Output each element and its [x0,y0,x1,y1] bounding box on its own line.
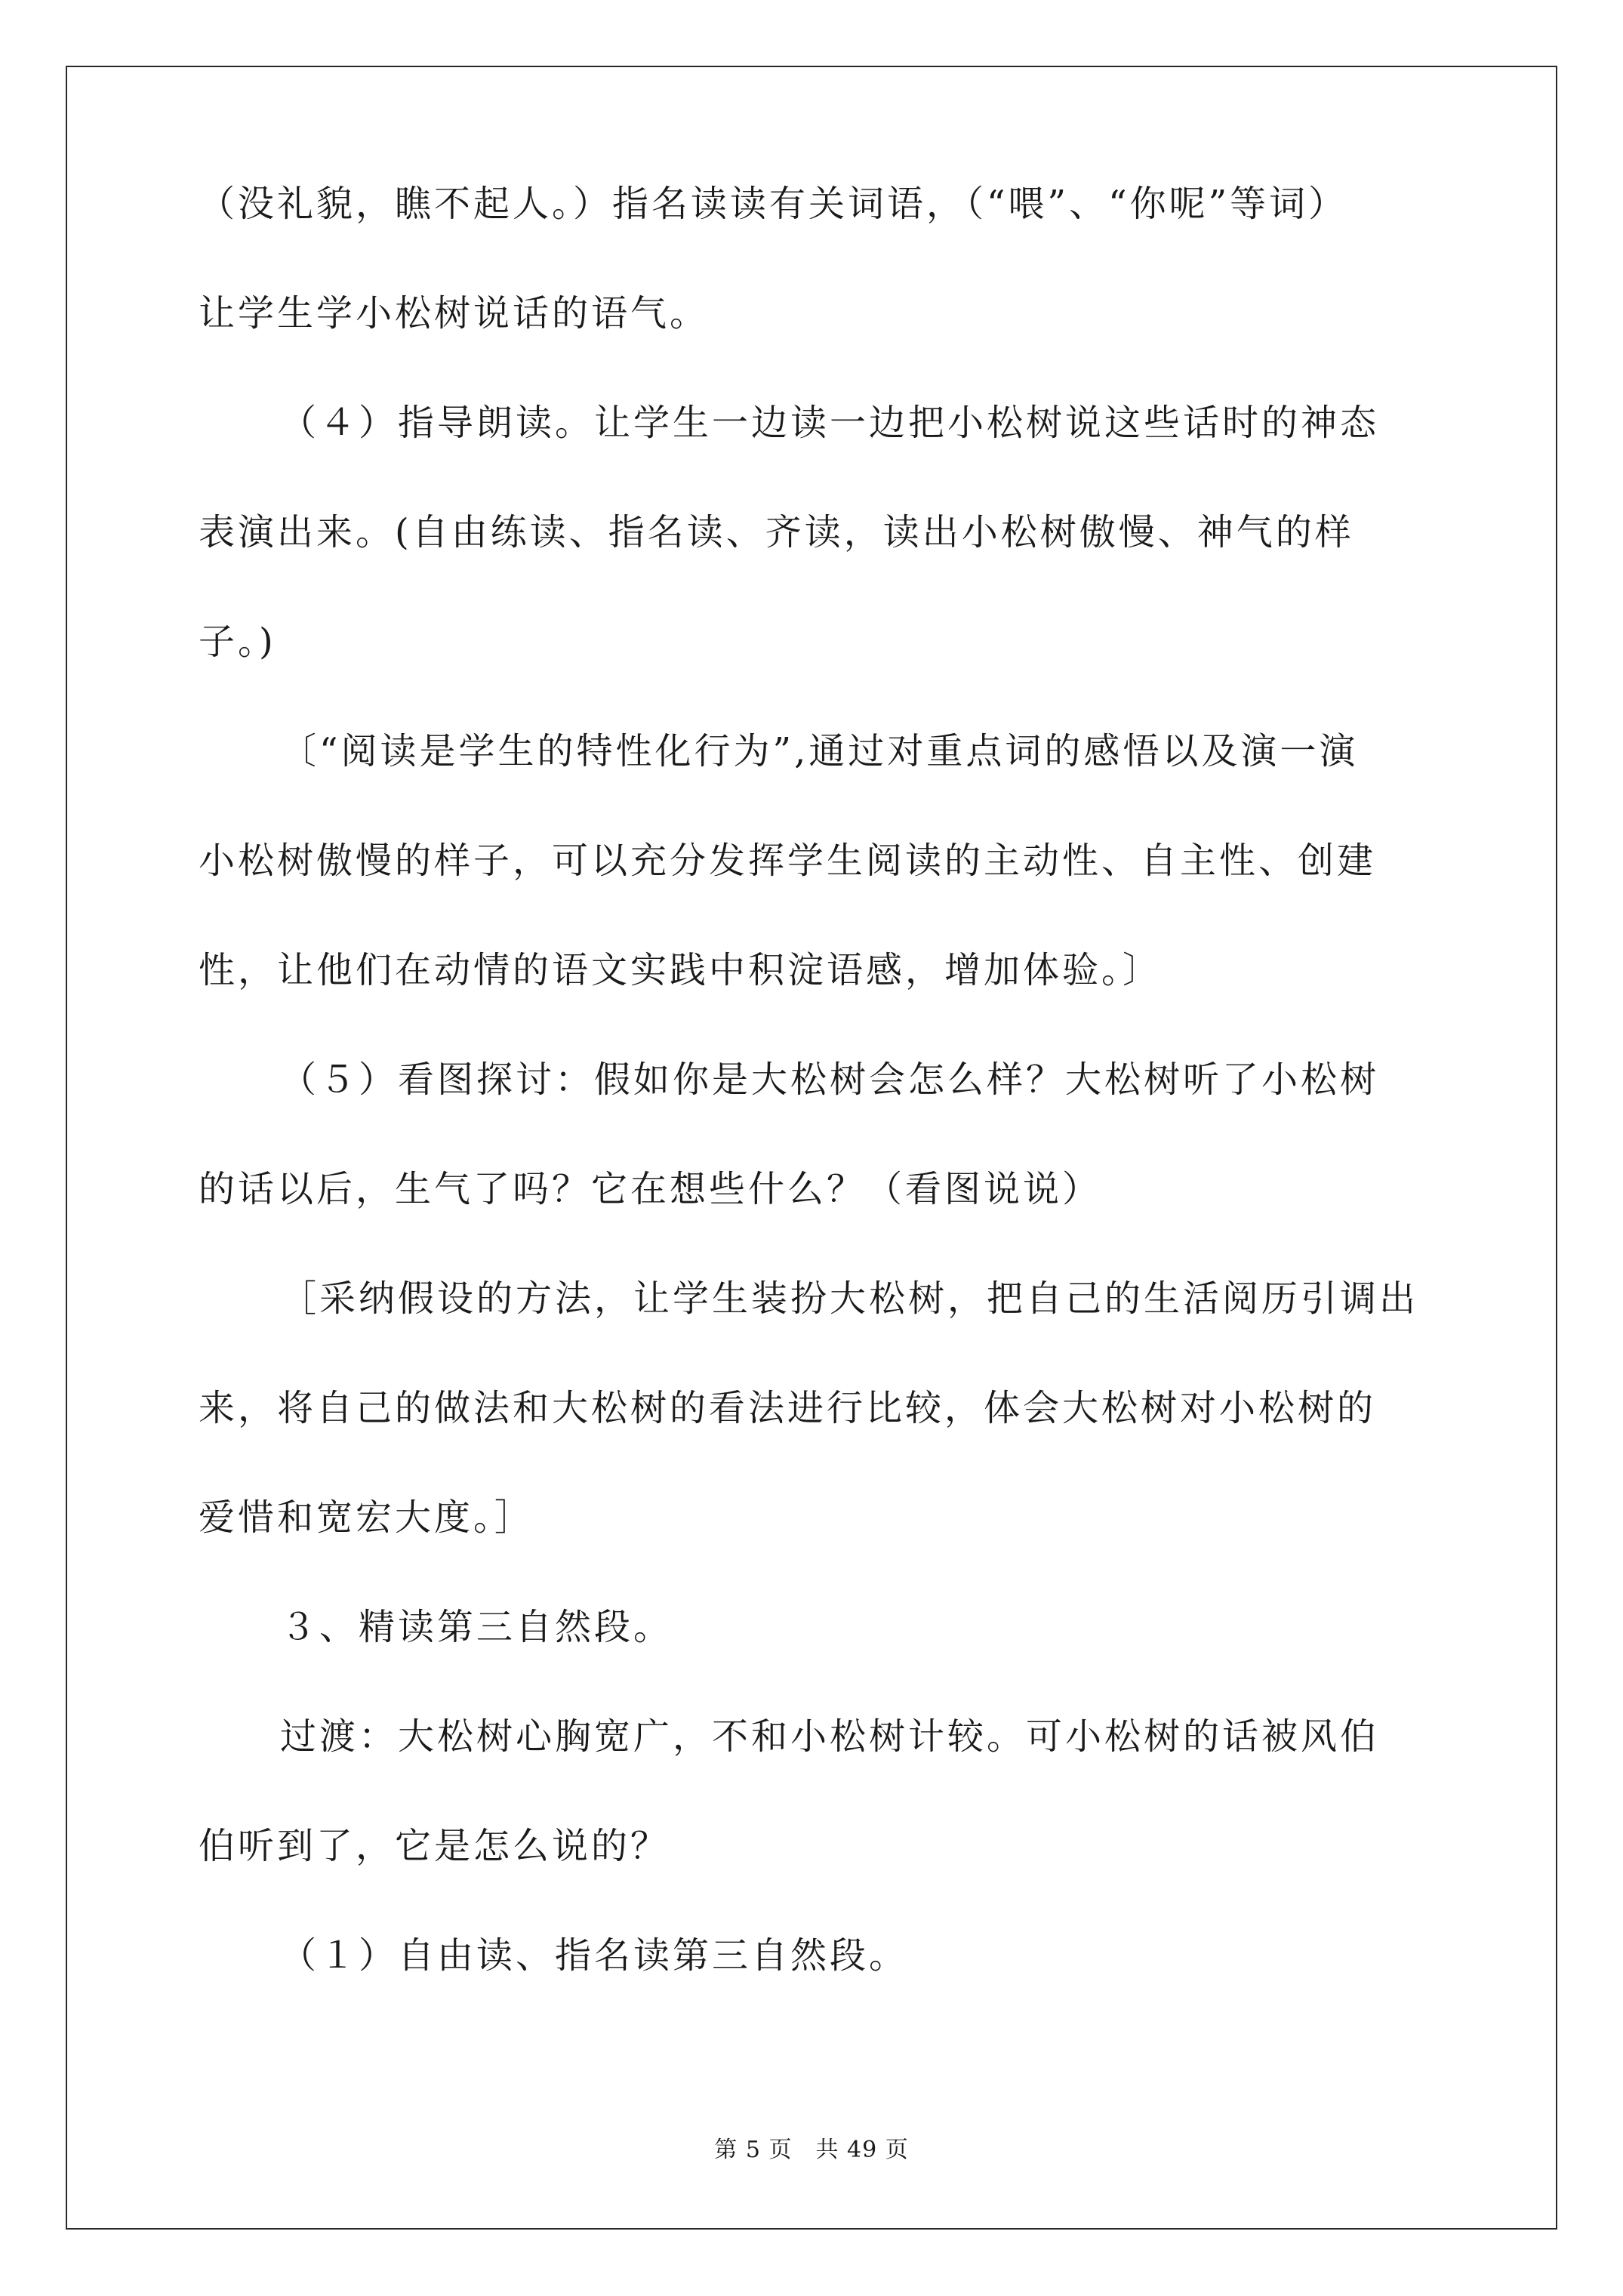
text-line: 来，将自己的做法和大松树的看法进行比较，体会大松树对小松树的 [199,1387,1377,1429]
text-line: 的话以后，生气了吗？它在想些什么？（看图说说） [199,1168,1102,1210]
text-line: ３、精读第三自然段。 [280,1606,673,1648]
text-line: 〔“阅读是学生的特性化行为”,通过对重点词的感悟以及演一演 [280,730,1359,772]
page-number-footer: 第 5 页 共 49 页 [714,2137,909,2163]
text-line: 子。) [199,621,276,663]
text-line: ［采纳假设的方法，让学生装扮大松树，把自己的生活阅历引调出 [280,1277,1419,1320]
text-line: （没礼貌，瞧不起人。）指名读读有关词语，（“喂”、“你呢”等词） [199,183,1348,225]
text-line: （５）看图探讨：假如你是大松树会怎么样？大松树听了小松树 [280,1059,1380,1101]
text-line: （１）自由读、指名读第三自然段。 [280,1934,909,1977]
text-line: 伯听到了，它是怎么说的？ [199,1825,670,1867]
text-line: 让学生学小松树说话的语气。 [199,292,710,334]
text-line: 小松树傲慢的样子，可以充分发挥学生阅读的主动性、自主性、创建 [199,840,1377,882]
text-line: 性，让他们在动情的语文实践中积淀语感，增加体验。〕 [199,949,1163,991]
text-line: 表演出来。(自由练读、指名读、齐读，读出小松树傲慢、神气的样 [199,511,1354,553]
text-line: （４）指导朗读。让学生一边读一边把小松树说这些话时的神态 [280,402,1380,444]
text-line: 爱惜和宽宏大度。］ [199,1496,534,1539]
text-line: 过渡：大松树心胸宽广，不和小松树计较。可小松树的话被风伯 [280,1715,1380,1758]
